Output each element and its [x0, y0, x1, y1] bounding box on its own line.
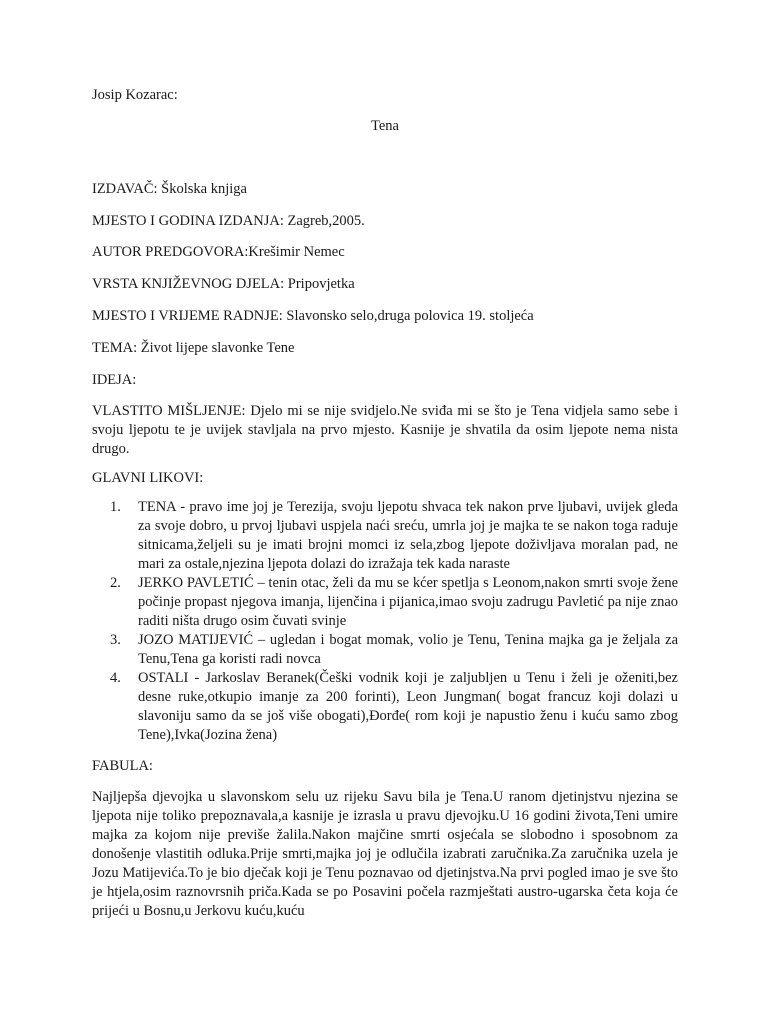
character-description: JERKO PAVLETIĆ – tenin otac, želi da mu se kćer spetlja s Leonom,nakon smrti svoje žene počinje propast njegova imanja, lijenčina i pijanica,imao svoju zadrugu Pavletić pa nije znao raditi ništa drugo osim čuvati svinje: [138, 575, 678, 629]
characters-heading: GLAVNI LIKOVI:: [92, 470, 204, 486]
list-item: [110, 574, 678, 631]
field-foreword-author: AUTOR PREDGOVORA:Krešimir Nemec: [92, 244, 345, 260]
list-number: 1.: [110, 499, 121, 515]
character-description: TENA - pravo ime joj je Terezija, svoju ljepotu shvaca tek nakon prve ljubavi, uvijek gleda za svoje dobro, u prvoj ljubavi uspjela naći sreću, umrla joj je majka te se nakon toga raduje sitnicama,željeli su je imati brojni momci iz sela,zbog ljepote doživljava moralan pad, ne mari za ostale,njezina ljepota dolazi do izražaja tek kada naraste: [138, 499, 678, 572]
field-setting: MJESTO I VRIJEME RADNJE: Slavonsko selo,druga polovica 19. stoljeća: [92, 308, 534, 324]
fabula-heading: FABULA:: [92, 758, 153, 774]
list-number: 3.: [110, 632, 121, 648]
character-description: OSTALI - Jarkoslav Beranek(Češki vodnik koji je zaljubljen u Tenu i želi je oženiti,bez desne ruke,otkupio imanje za 200 forinti), Leon Jungman( bogat francuz koji dolazi u slavoniju samo da se još više obogati),Đorđe( rom koji je napustio ženu i kuću samo zbog Tene),Ivka(Jozina žena): [138, 670, 678, 743]
characters-list: [92, 498, 678, 745]
field-publisher: IZDAVAČ: Školska knjiga: [92, 181, 247, 197]
list-number: 4.: [110, 670, 121, 686]
list-item: [110, 631, 678, 669]
fabula-paragraph: Najljepša djevojka u slavonskom selu uz rijeku Savu bila je Tena.U ranom djetinjstvu njezina se ljepota nije toliko prepoznavala,a kasnije je izrasla u pravu djevojku.U 16 godini života,Teni umire majka za kojom nije previše žalila.Nakon majčine smrti osjećala se slobodno i sposobnom za donošenje vlastitih odluka.Prije smrti,majka joj je odlučila izabrati zaručnika.Za zaručnika uzela je Jozu Matijevića.To je bio dječak koji je Tenu poznavao od djetinjstva.Na prvi pogled imao je sve što je htjela,osim raznovrsnih priča.Kada se po Posavini počela razmještati austro-ugarska četa koja će prijeći u Bosnu,u Jerkovu kuću,kuću: [92, 789, 678, 919]
list-number: 2.: [110, 575, 121, 591]
field-place-year: MJESTO I GODINA IZDANJA: Zagreb,2005.: [92, 213, 365, 229]
opinion-paragraph: VLASTITO MIŠLJENJE: Djelo mi se nije svidjelo.Ne sviđa mi se što je Tena vidjela samo sebe i svoju ljepotu te je uvijek stavljala na prvo mjesto. Kasnije je shvatila da osim ljepote nema nista drugo.: [92, 403, 678, 457]
character-description: JOZO MATIJEVIĆ – ugledan i bogat momak, volio je Tenu, Tenina majka ga je željala za Tenu,Tena ga koristi radi novca: [138, 632, 678, 667]
list-item: [110, 498, 678, 574]
author-line: Josip Kozarac:: [92, 87, 178, 103]
field-genre: VRSTA KNJIŽEVNOG DJELA: Pripovjetka: [92, 276, 355, 292]
field-idea: IDEJA:: [92, 372, 137, 388]
list-item: [110, 669, 678, 745]
document-title: Tena: [371, 118, 399, 134]
field-theme: TEMA: Život lijepe slavonke Tene: [92, 340, 295, 356]
